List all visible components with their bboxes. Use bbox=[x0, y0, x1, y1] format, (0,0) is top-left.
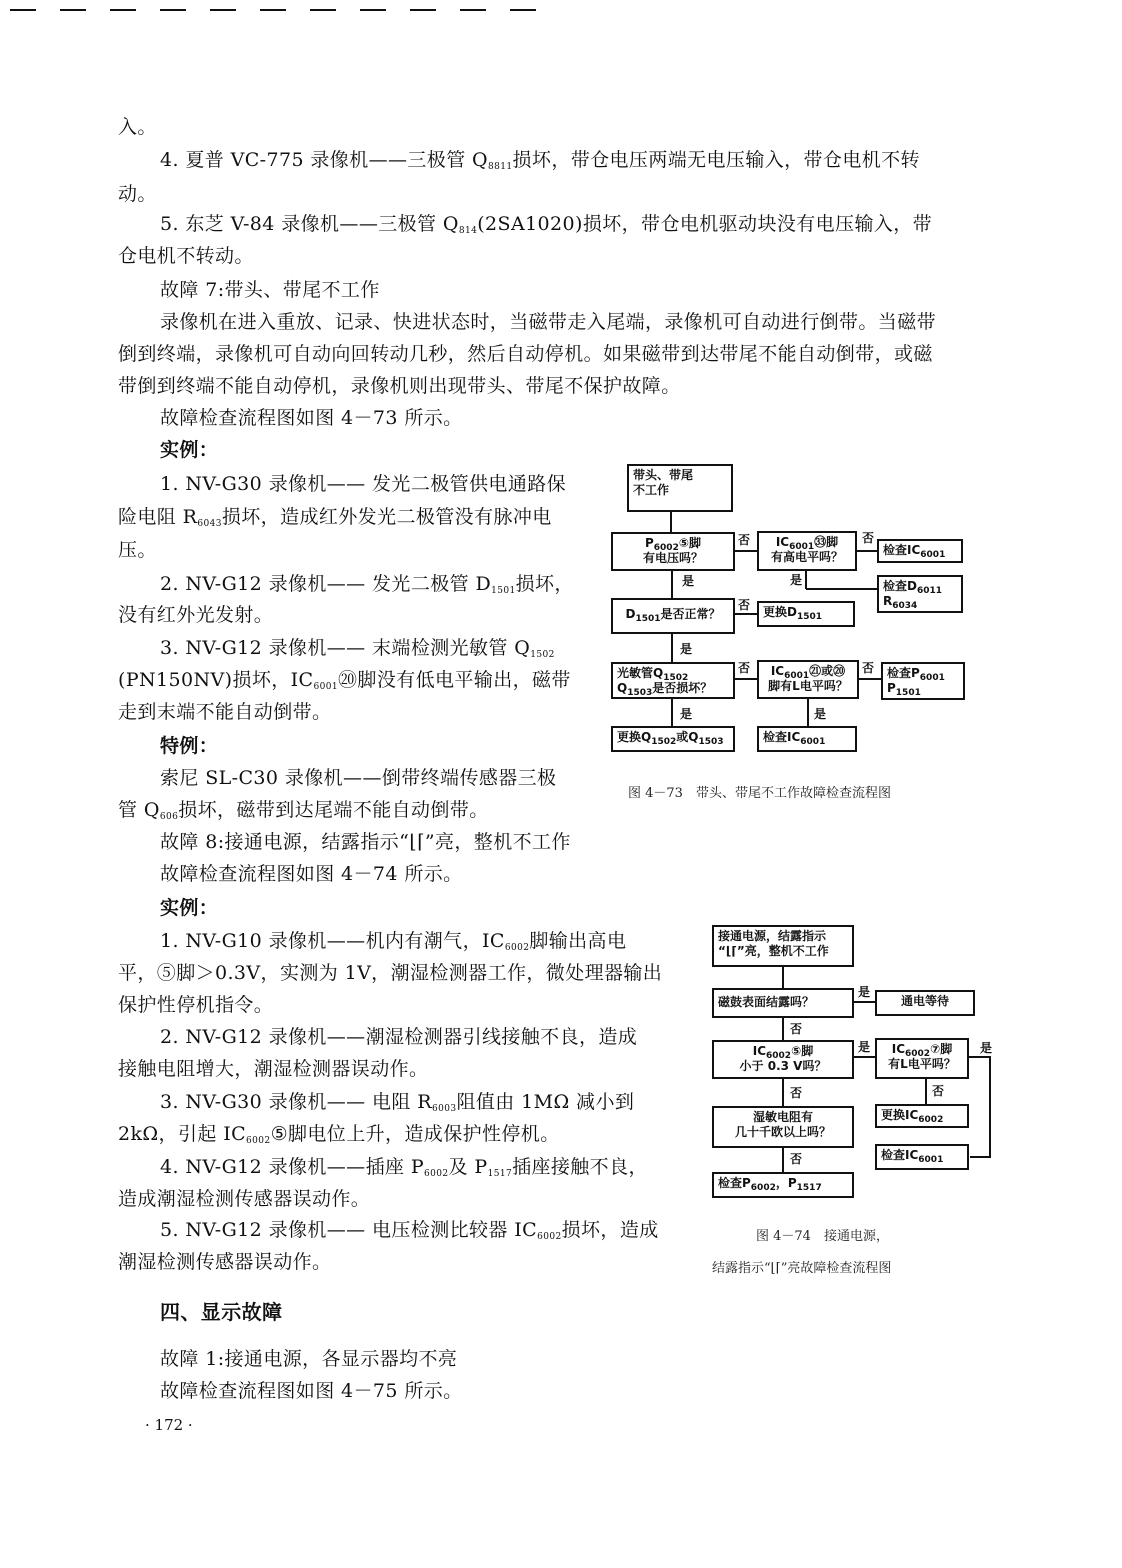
fig73-check-p-box: 检查$P_{6001}$ $P_{1501}$ bbox=[881, 662, 965, 700]
fig74-check-p-box: 检查$P_{6002}$，$P_{1517}$ bbox=[712, 1172, 854, 1198]
paragraph-line: 录像机在进入重放、记录、快进状态时，当磁带走入尾端，录像机可自动进行倒带。当磁带 bbox=[160, 311, 937, 333]
text-line: 5. NV-G12 录像机—— 电压检测比较器 $IC_{6002}$损坏，造成 bbox=[160, 1219, 659, 1242]
fig73-check-ic2-box: 检查$IC_{6001}$ bbox=[757, 726, 857, 752]
page-number: · 172 · bbox=[145, 1416, 193, 1434]
fig74-yes-label: 是 bbox=[980, 1041, 993, 1055]
text-line: 潮湿检测传感器误动作。 bbox=[118, 1251, 332, 1273]
fig73-q3-box: $D_{1501}$是否正常？ bbox=[611, 598, 735, 634]
fault-1-title: 故障 1:接通电源，各显示器均不亮 bbox=[160, 1348, 458, 1370]
paragraph-line: 故障检查流程图如图 4－75 所示。 bbox=[160, 1380, 463, 1402]
text-line: 压。 bbox=[118, 539, 157, 561]
fig73-yes-label: 是 bbox=[680, 642, 693, 656]
fig73-no-label: 否 bbox=[738, 661, 751, 675]
fig74-yes-label: 是 bbox=[858, 985, 871, 999]
fig74-q2-box: $IC_{6002}⑤$脚 小于 0.3 V吗？ bbox=[712, 1040, 854, 1079]
example-label: 实例： bbox=[160, 897, 219, 919]
fig73-check-ic-box: 检查$IC_{6001}$ bbox=[877, 539, 963, 563]
fig74-q4-box: 湿敏电阻有 几十千欧以上吗？ bbox=[712, 1106, 854, 1148]
text-line: 接触电阻增大，潮湿检测器误动作。 bbox=[118, 1058, 429, 1080]
fig74-no-label: 否 bbox=[932, 1084, 945, 1098]
text-line: 4. NV-G12 录像机——插座 $P_{6002}$及 $P_{1517}$插座接触不良， bbox=[160, 1156, 648, 1179]
fig73-q1-box: $P_{6002}⑤$脚 有电压吗？ bbox=[611, 532, 735, 571]
fig74-caption: 图 4－74 接通电源， bbox=[756, 1229, 889, 1244]
fig74-no-label: 否 bbox=[790, 1152, 803, 1166]
text-line: 5. 东芝 V-84 录像机——三极管 $Q_{814}(2SA1020)$损坏，带仓电机驱动块没有电压输入，带 bbox=[160, 213, 933, 236]
fig74-start-box: 接通电源，结露指示 “⌊⌈”亮，整机不工作 bbox=[712, 925, 854, 967]
text-line: 造成潮湿检测传感器误动作。 bbox=[118, 1188, 371, 1210]
text-line: 平，⑤脚＞0.3V，实测为 1V，潮湿检测器工作，微处理器输出 bbox=[118, 962, 663, 984]
fault-7-title: 故障 7:带头、带尾不工作 bbox=[160, 279, 380, 301]
text-line: 1. NV-G30 录像机—— 发光二极管供电通路保 bbox=[160, 473, 567, 495]
text-line: 2kΩ，引起 $IC_{6002}⑤$脚电位上升，造成保护性停机。 bbox=[118, 1123, 560, 1146]
top-dash-rule bbox=[10, 9, 530, 13]
fig73-start-box: 带头、带尾 不工作 bbox=[627, 464, 733, 512]
fig74-no-label: 否 bbox=[790, 1086, 803, 1100]
paragraph-line: 倒到终端，录像机可自动向回转动几秒，然后自动停机。如果磁带到达带尾不能自动倒带，或磁 bbox=[118, 343, 933, 365]
fig74-wait-box: 通电等待 bbox=[875, 990, 975, 1016]
fig73-yes-label: 是 bbox=[682, 574, 695, 588]
fig73-no-label: 否 bbox=[862, 661, 875, 675]
fig73-no-label: 否 bbox=[738, 533, 751, 547]
fig73-replace-d-box: 更换$D_{1501}$ bbox=[757, 601, 855, 627]
fig74-q3-box: $IC_{6002}⑦$脚 有L电平吗？ bbox=[875, 1038, 969, 1079]
text-line: 2. NV-G12 录像机——潮湿检测器引线接触不良，造成 bbox=[160, 1026, 638, 1048]
example-label: 实例： bbox=[160, 439, 219, 461]
fig73-check-d-box: 检查$D_{6011}$ $R_{6034}$ bbox=[877, 575, 963, 613]
fig73-caption: 图 4－73 带头、带尾不工作故障检查流程图 bbox=[628, 786, 891, 801]
fig74-caption: 结露指示“⌊⌈”亮故障检查流程图 bbox=[712, 1261, 892, 1276]
paragraph-line: 带倒到终端不能自动停机，录像机则出现带头、带尾不保护故障。 bbox=[118, 375, 681, 397]
fig73-no-label: 否 bbox=[738, 598, 751, 612]
text-line: 2. NV-G12 录像机—— 发光二极管 $D_{1501}$损坏， bbox=[160, 573, 574, 596]
text-line: 走到末端不能自动倒带。 bbox=[118, 701, 332, 723]
fig73-replace-q-box: 更换$Q_{1502}$或$Q_{1503}$ bbox=[611, 726, 735, 752]
text-line: 3. NV-G12 录像机—— 末端检测光敏管 $Q_{1502}$ bbox=[160, 637, 555, 660]
text-line: 1. NV-G10 录像机——机内有潮气，$IC_{6002}$脚输出高电 bbox=[160, 930, 627, 953]
fig73-q2-box: $IC_{6001}㉝$脚 有高电平吗？ bbox=[757, 531, 857, 571]
fig74-q1-box: 磁鼓表面结露吗？ bbox=[712, 988, 854, 1018]
text-line: 险电阻 $R_{6043}$损坏，造成红外发光二极管没有脉冲电 bbox=[118, 506, 552, 529]
text-line: 保护性停机指令。 bbox=[118, 994, 274, 1016]
special-label: 特例： bbox=[160, 735, 219, 757]
paragraph-line: 故障检查流程图如图 4－73 所示。 bbox=[160, 407, 463, 429]
text-line: 仓电机不转动。 bbox=[118, 245, 254, 267]
fig74-check-ic-box: 检查$IC_{6001}$ bbox=[875, 1144, 969, 1170]
fig74-yes-label: 是 bbox=[858, 1040, 871, 1054]
text-line: 索尼 SL-C30 录像机——倒带终端传感器三极 bbox=[160, 767, 557, 789]
text-line: 4. 夏普 VC-775 录像机——三极管 $Q_{8811}$损坏，带仓电压两端无电压输入，带仓电机不转 bbox=[160, 149, 920, 172]
fig73-q4-box: 光敏管$Q_{1502}$ $Q_{1503}$是否损坏？ bbox=[611, 662, 735, 699]
text-line: 入。 bbox=[118, 116, 157, 138]
fig73-q5-box: $IC_{6001}㉑$或⑳ 脚有L电平吗？ bbox=[757, 660, 859, 699]
text-line: 动。 bbox=[118, 183, 157, 205]
text-line: 3. NV-G30 录像机—— 电阻 $R_{6003}$阻值由 1MΩ 减小到 bbox=[160, 1091, 635, 1114]
paragraph-line: 故障检查流程图如图 4－74 所示。 bbox=[160, 863, 463, 885]
fig73-no-label: 否 bbox=[862, 531, 875, 545]
fig73-yes-label: 是 bbox=[790, 573, 803, 587]
text-line: (PN150NV)损坏，$IC_{6001}⑳$脚没有低电平输出，磁带 bbox=[118, 669, 571, 692]
fig73-yes-label: 是 bbox=[680, 707, 693, 721]
fig74-no-label: 否 bbox=[790, 1022, 803, 1036]
text-line: 管 $Q_{606}$损坏，磁带到达尾端不能自动倒带。 bbox=[118, 799, 489, 822]
fig73-yes-label: 是 bbox=[814, 707, 827, 721]
fault-8-title: 故障 8:接通电源，结露指示“⌊⌈”亮，整机不工作 bbox=[160, 831, 571, 853]
fig74-replace-ic-box: 更换$IC_{6002}$ bbox=[875, 1104, 969, 1128]
section-title: 四、显示故障 bbox=[160, 1300, 283, 1324]
text-line: 没有红外光发射。 bbox=[118, 604, 274, 626]
